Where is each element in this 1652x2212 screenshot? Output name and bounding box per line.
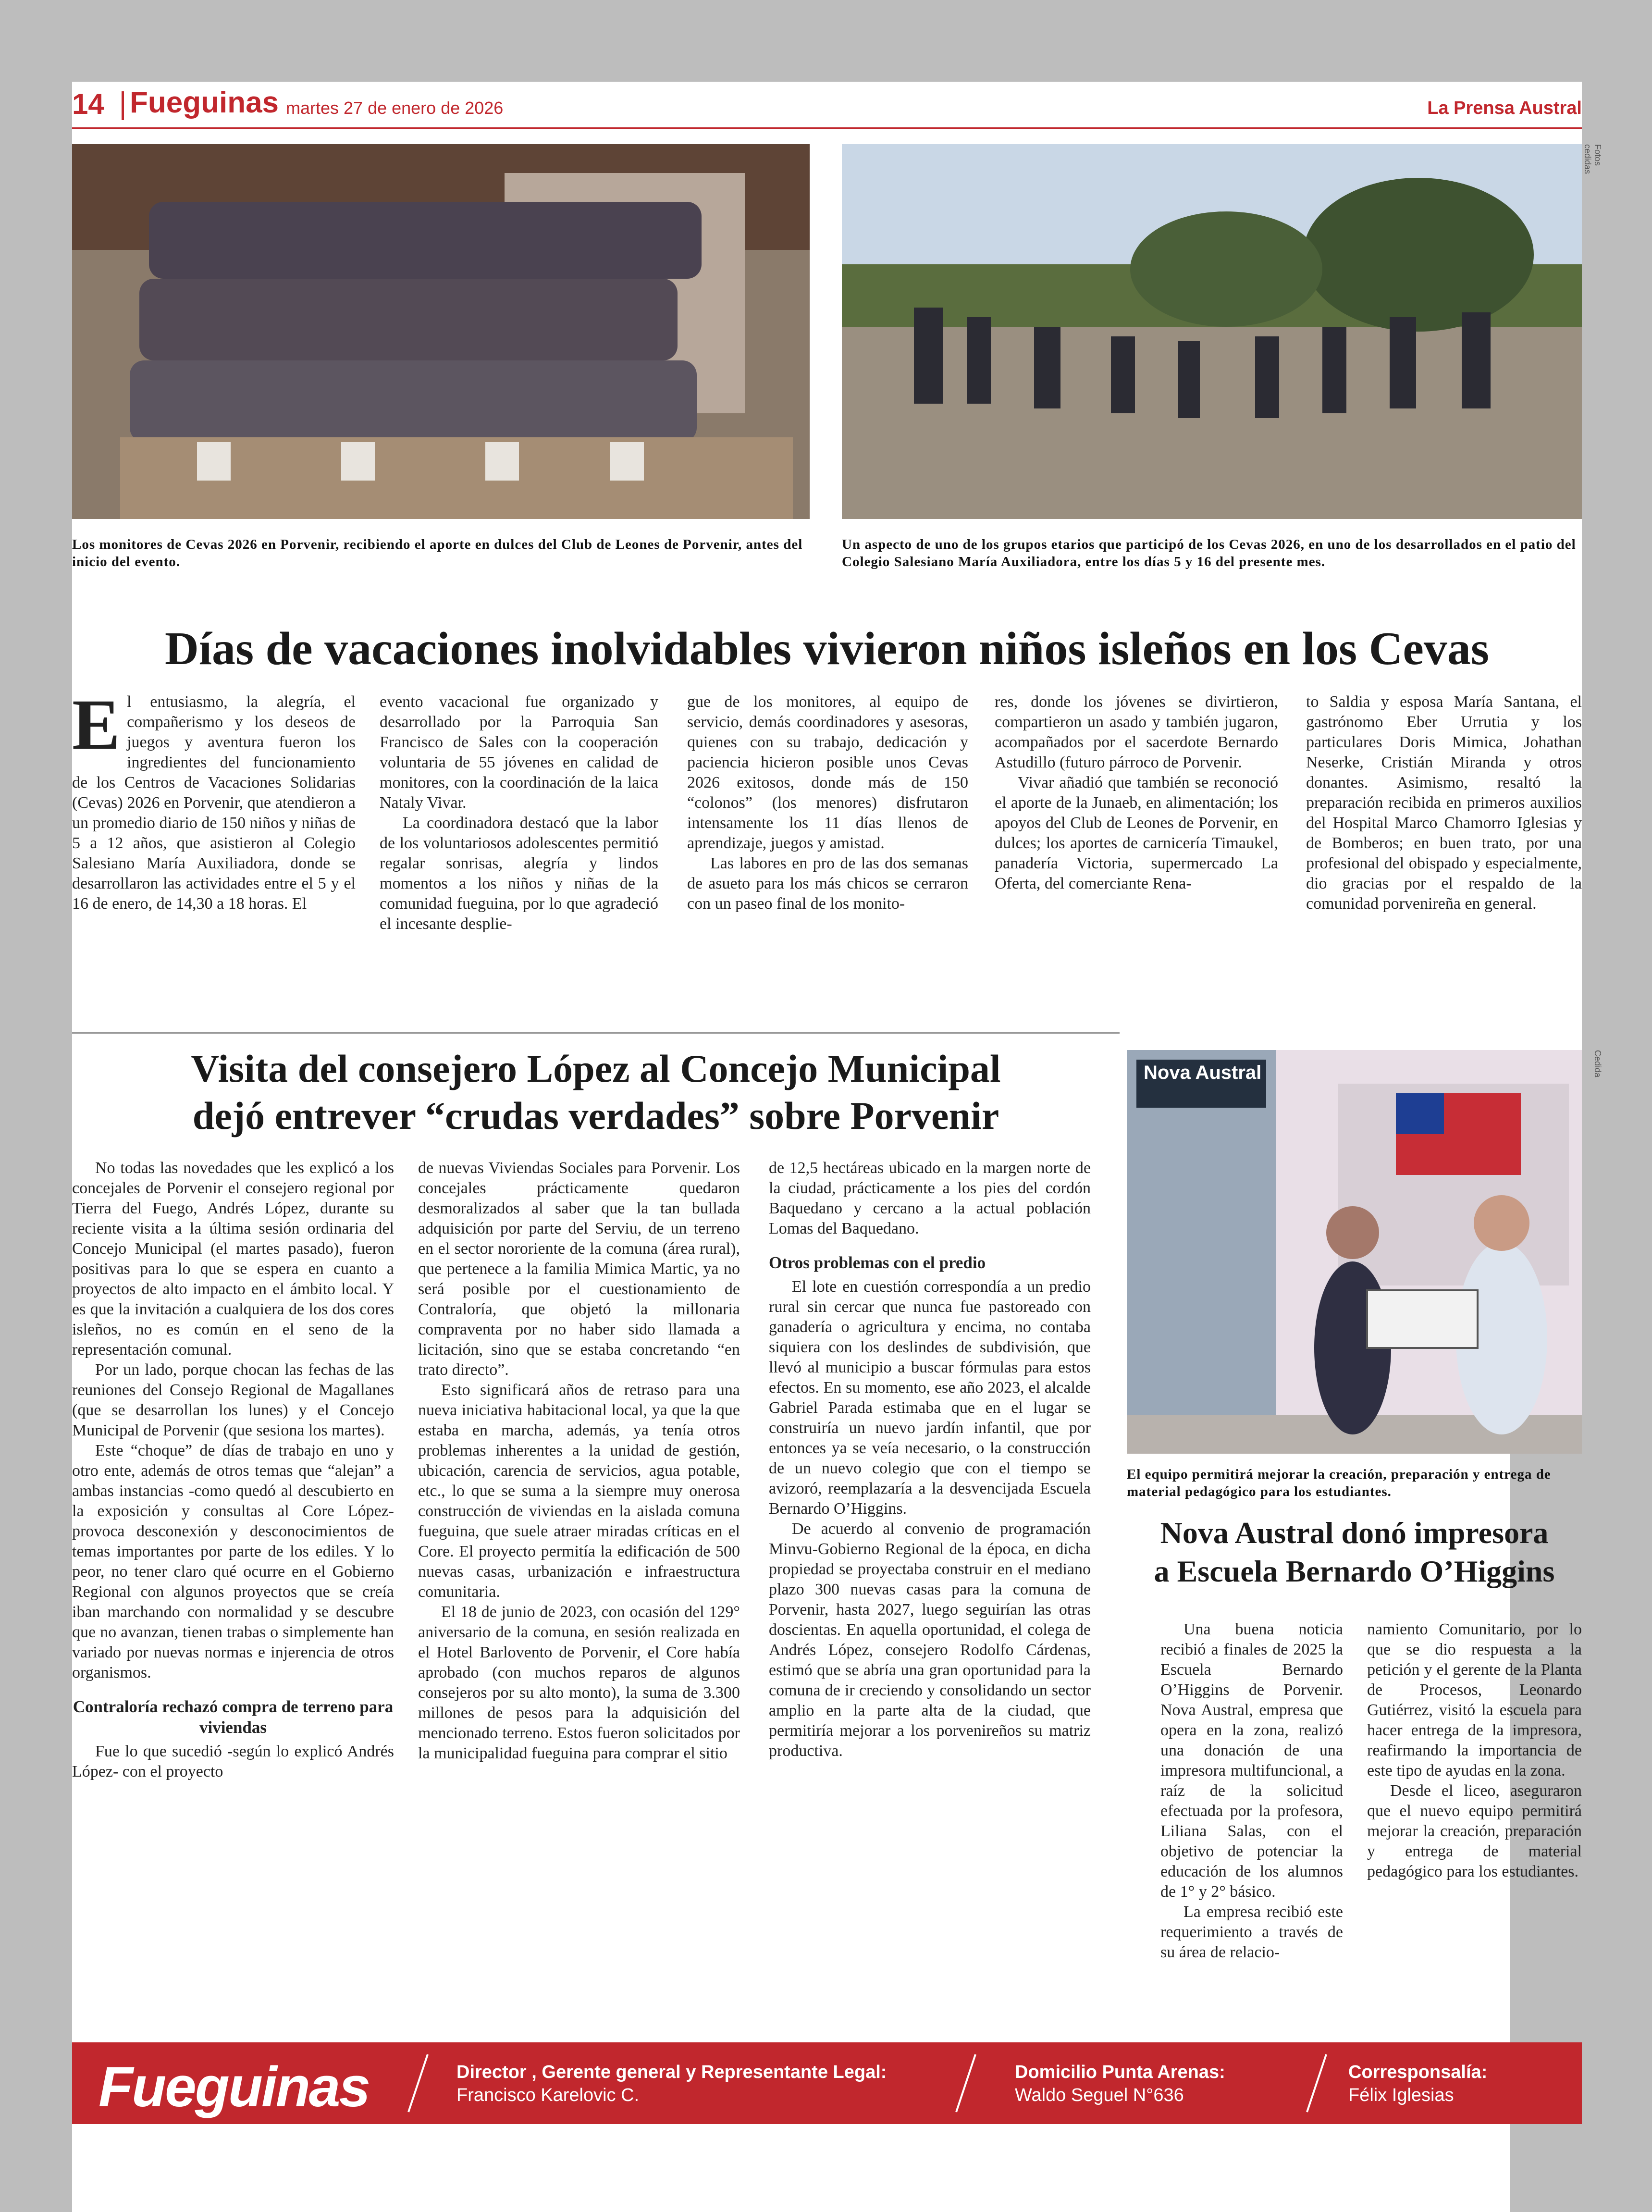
article-lopez-headline [72, 1045, 1120, 1139]
photo-printer-illustration [1127, 1050, 1582, 1454]
footer-slash-2 [951, 2052, 980, 2114]
headline-line: Visita del consejero López al Concejo Municipal [191, 1047, 1001, 1090]
photo-children-playground [842, 144, 1582, 519]
article-cevas-col3 [687, 692, 968, 1019]
article-cevas-headline: Días de vacaciones inolvidables vivieron niños isleños en los Cevas [164, 623, 1490, 675]
caption-monitors: Los monitores de Cevas 2026 en Porvenir, recibiendo el aporte en dulces del Club de Leones de Porvenir, antes del inicio del evento. [72, 537, 803, 569]
article-nova-col1 [1160, 1619, 1343, 2033]
photo-credit-middle: Cedida [1593, 1050, 1603, 1078]
footer-director [456, 2061, 887, 2107]
article-cevas-col5 [1306, 692, 1582, 1019]
paragraph: to Saldia y esposa María Santana, el gastrónomo Eber Urrutia y los particulares Doris Mimica, Johathan Neserke, Cristián Miranda y otros donantes. Asimismo, resaltó la preparación recibida en primeros auxilios del Hospital Marco Chamorro Iglesias y de Bomberos; en buen trato, por una profesional del obispado y especialmente, dio gracias por el respaldo de la comunidad porvenireña en general. [1306, 693, 1582, 913]
article-nova-headline [1127, 1514, 1582, 1591]
paragraph: gue de los monitores, al equipo de servicio, demás coordinadores y asesoras, quienes con su trabajo, dedicación y paciencia hicieron posible unos Cevas 2026 exitosos, donde más de 150 “colonos” (los menores) disfrutaron intensamente los 11 días llenos de aprendizaje, juegos y amistad. [687, 693, 968, 852]
footer-domicile-value: Waldo Seguel N°636 [1015, 2085, 1184, 2105]
header-divider [122, 91, 124, 120]
footer-slash-1 [404, 2052, 432, 2114]
subhead-contraloria: Contraloría rechazó compra de terreno para viviendas [73, 1697, 394, 1737]
paragraph: Esto significará años de retraso para una nueva iniciativa habitacional local, ya que la que estaba en marcha, además, ya tenía otros problemas inherentes a la unidad de gestión, ubicación, carencia de servicios, agua potable, etc., lo que se suma a la siempre muy onerosa construcción de viviendas en la aislada comuna fueguina, que suele atraer miradas críticas en el Core. El proyecto permitía la edificación de 500 nuevas casas, urbanización e infraestructura comunitaria. [418, 1381, 740, 1601]
paragraph: Desde el liceo, aseguraron que el nuevo equipo permitirá mejorar la creación, preparación y entrega de material pedagógico para los estudiantes. [1367, 1782, 1582, 1880]
section-title: Fueguinas [130, 86, 279, 119]
paragraph: La empresa recibió este requerimiento a través de su área de relacio- [1160, 1903, 1343, 1961]
newspaper-brand: La Prensa Austral [1427, 98, 1582, 118]
paragraph: de nuevas Viviendas Sociales para Porvenir. Los concejales prácticamente quedaron desmoralizados al saber que la tan bullada adquisición por parte del Serviu, de un terreno en el sector nororiente de la comuna (área rural), que pertenece a la familia Mimica Martic, ya no será posible por el cuestionamiento de Contraloría, que objetó la millonaria compraventa por no haber sido llamada a licitación, sino que se estaba concretando “en trato directo”. [418, 1159, 740, 1379]
article-lopez-col1 [72, 1158, 394, 2023]
subhead-otros-problemas: Otros problemas con el predio [769, 1253, 986, 1272]
footer-slash-3 [1302, 2052, 1331, 2114]
footer-director-label: Director , Gerente general y Representante Legal: [456, 2062, 887, 2082]
paragraph: l entusiasmo, la alegría, el compañerismo y los deseos de juegos y aventura fueron los ingredientes del funcionamiento de los Centros de Vacaciones Solidarias (Cevas) 2026 en Porvenir, que atendieron a un promedio diario de 150 niños y niñas de 5 a 12 años, que asistieron al Colegio Salesiano María Auxiliadora, donde se desarrollaron las actividades entre el 5 y el 16 de enero, de 14,30 a 18 horas. El [72, 693, 356, 913]
paragraph: evento vacacional fue organizado y desarrollado por la Parroquia San Francisco de Sales con la cooperación voluntaria de 55 jóvenes en calidad de monitores, con la coordinación de la laica Nataly Vivar. [380, 693, 658, 812]
headline-line: Nova Austral donó impresora [1160, 1516, 1549, 1550]
headline-line: a Escuela Bernardo O’Higgins [1154, 1554, 1555, 1588]
paragraph: Vivar añadió que también se reconoció el aporte de la Junaeb, en alimentación; los apoyos del Club de Leones de Porvenir, en dulces; los aportes de carnicería Timaukel, panadería Victoria, supermercado La Oferta, del comerciante Rena- [995, 774, 1278, 892]
paragraph: de 12,5 hectáreas ubicado en la margen norte de la ciudad, prácticamente a los pies del cordón Baquedano y cercano a la actual población Lomas del Baquedano. [769, 1159, 1091, 1237]
article-lopez-col3 [769, 1158, 1091, 2023]
caption-playground: Un aspecto de uno de los grupos etarios que participó de los Cevas 2026, en uno de los desarrollados en el patio del Colegio Salesiano María Auxiliadora, entre los días 5 y 16 del presente mes. [842, 537, 1576, 569]
paragraph: La coordinadora destacó que la labor de los voluntariosos adolescentes permitió regalar sonrisas, alegría y lindos momentos a los niños y niñas de la comunidad fueguina, por lo que agradeció el incesante desplie- [380, 814, 658, 933]
article-cevas-col1 [72, 692, 356, 1019]
footer-correspondent-name: Félix Iglesias [1348, 2085, 1454, 2105]
photo-nova-logo: Nova Austral [1144, 1062, 1262, 1083]
paragraph: De acuerdo al convenio de programación Minvu-Gobierno Regional de la época, en dicha propiedad se proyectaba construir en el mediano plazo 300 nuevas casas para la comuna de Porvenir, hasta 2027, luego seguirían las otras doscientas. En aquella oportunidad, el colega de Andrés López, consejero Rodolfo Cárdenas, estimó que se abría una gran oportunidad para la comuna de ir creciendo y consolidando un sector amplio en la parte alta de la ciudad, que permitiría mejorar a los porvenireños su matriz productiva. [769, 1520, 1091, 1760]
section-divider [72, 1032, 1120, 1034]
paragraph: Este “choque” de días de trabajo en uno y otro ente, además de otros temas que “alejan” a ambas instancias -como quedó al descubierto en la exposición y consultas al Core López- provoca desconexión y desconocimientos de temas importantes por parte de los ediles. Y lo peor, no tener claro qué ocurre en el Gobierno Regional con algunos proyectos que se creía iban marchando con normalidad y se descubre que no avanzan, tienen trabas o simplemente han variado por nuevas normas e injerencia de otros organismos. [72, 1442, 394, 1681]
photo-playground-illustration [842, 144, 1582, 519]
header-rule [72, 127, 1582, 129]
footer-domicile-label: Domicilio Punta Arenas: [1015, 2062, 1225, 2082]
footer-director-name: Francisco Karelovic C. [456, 2085, 640, 2105]
article-cevas-col4 [995, 692, 1278, 1019]
headline-line: dejó entrever “crudas verdades” sobre Porvenir [192, 1094, 999, 1137]
page-footer [72, 2042, 1582, 2124]
paragraph: namiento Comunitario, por lo que se dio respuesta a la petición y el gerente de la Planta de Procesos, Leonardo Gutiérrez, visitó la escuela para hacer entrega de la impresora, reafirmando la importancia de este tipo de ayudas en la zona. [1367, 1620, 1582, 1779]
photo-monitors-illustration [72, 144, 810, 519]
paragraph: El 18 de junio de 2023, con ocasión del 129° aniversario de la comuna, en sesión realizada en el Hotel Barlovento de Porvenir, el Core había aprobado (con muchos reparos de algunos consejeros por su alto monto), la suma de 3.300 millones de pesos para la adquisición del mencionado terreno. Estos fueron solicitados por la municipalidad fueguina para comprar el sitio [418, 1603, 740, 1762]
paragraph: Las labores en pro de las dos semanas de asueto para los más chicos se cerraron con un paseo final de los monito- [687, 854, 968, 913]
paragraph: Por un lado, porque chocan las fechas de las reuniones del Consejo Regional de Magallanes (que se desarrollan los lunes) y el Concejo Municipal de Porvenir (que sesiona los martes). [72, 1361, 394, 1439]
paragraph: res, donde los jóvenes se divirtieron, compartieron un asado y también jugaron, acompañados por el sacerdote Bernardo Astudillo (futuro párroco de Porvenir. [995, 693, 1278, 771]
footer-logo: Fueguinas [99, 2055, 370, 2119]
paragraph: No todas las novedades que les explicó a los concejales de Porvenir el consejero regional por Tierra del Fuego, Andrés López, durante su reciente visita a la última sesión ordinaria del Concejo Municipal (el martes pasado), fueron positivas para lo que se espera en cuanto a proyectos de alto impacto en el ámbito local. Y es que la invitación a cualquiera de los dos cores isleños, no es común en el seno de la representación comunal. [72, 1159, 394, 1359]
drop-cap: E [72, 692, 121, 765]
paragraph: El lote en cuestión correspondía a un predio rural sin cercar que nunca fue pastoreado con ganadería o agricultura y encima, no contaba siquiera con los deslindes de subdivisión, que llevó al municipio a buscar fórmulas para estos efectos. En su momento, ese año 2023, el alcalde Gabriel Parada estimaba que en el lugar se construiría un nuevo jardín infantil, que por entonces ya se veía necesario, o la construcción de un nuevo colegio que con el tiempo se avizoró, reemplazaría a la desvencijada Escuela Bernardo O’Higgins. [769, 1278, 1091, 1518]
footer-correspondent-label: Corresponsalía: [1348, 2062, 1488, 2082]
issue-date: martes 27 de enero de 2026 [286, 98, 504, 118]
photo-monitors-group [72, 144, 810, 519]
footer-correspondent [1348, 2061, 1487, 2107]
article-cevas-col2 [380, 692, 658, 1019]
photo-credit-top: Fotos cedidas [1583, 144, 1603, 174]
article-nova-col2 [1367, 1619, 1582, 2033]
page-number: 14 [72, 88, 104, 120]
paragraph: Fue lo que sucedió -según lo explicó Andrés López- con el proyecto [72, 1742, 394, 1780]
footer-domicile [1015, 2061, 1225, 2107]
article-lopez-col2 [418, 1158, 740, 2023]
caption-printer: El equipo permitirá mejorar la creación, preparación y entrega de material pedagógico para los estudiantes. [1127, 1467, 1551, 1499]
paragraph: Una buena noticia recibió a finales de 2025 la Escuela Bernardo O’Higgins de Porvenir. Nova Austral, empresa que opera en la zona, realizó una donación de una impresora multifuncional, a raíz de la solicitud efectuada por la profesora, Liliana Salas, con el objetivo de potenciar la educación de los alumnos de 1° y 2° básico. [1160, 1620, 1343, 1901]
photo-printer-donation [1127, 1050, 1582, 1454]
